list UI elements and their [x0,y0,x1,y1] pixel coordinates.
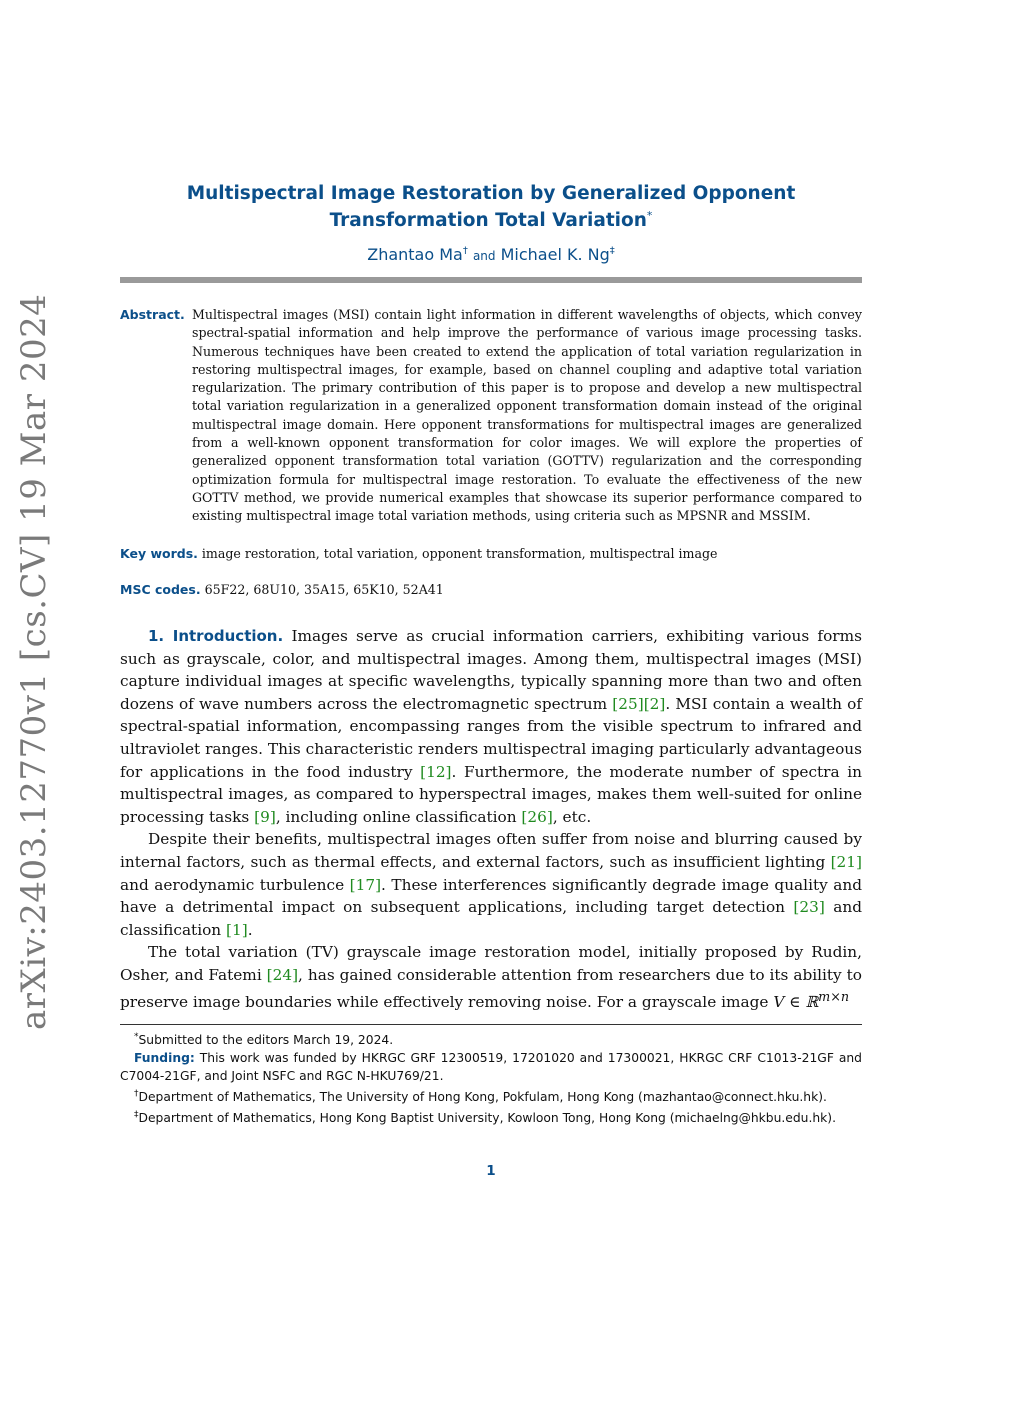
funding-note [120,1049,862,1085]
author-name: Zhantao Ma [367,245,463,264]
paragraph-text: and classification [120,898,862,939]
citation-link[interactable]: [2] [643,694,666,713]
author-conjunction: and [472,249,496,263]
keywords-label: Key words. [120,546,198,561]
introduction-section [120,625,862,1013]
title-footnote-mark: * [646,209,653,222]
citation-link[interactable]: [9] [254,807,276,826]
citation-link[interactable]: [26] [521,807,553,826]
funding-label: Funding: [134,1051,195,1066]
body-paragraph [120,828,862,941]
abstract [120,306,862,526]
footnote-text: Department of Mathematics, Hong Kong Baptist University, Kowloon Tong, Hong Kong (michaelng@hkbu.edu.hk). [138,1111,837,1126]
section-title: Introduction. [172,627,284,645]
keywords-text: image restoration, total variation, opponent transformation, multispectral image [201,546,718,561]
paragraph-text: . Furthermore, the moderate number of spectra in multispectral images, as compared to hyperspectral images, makes them well-suited for online processing tasks [120,762,862,826]
citation-link[interactable]: [12] [420,762,452,781]
body-paragraph [120,941,862,1013]
paragraph-text: , including online classification [275,807,522,826]
paragraph-text: and aerodynamic turbulence [120,875,350,894]
footnote [120,1106,862,1127]
abstract-label: Abstract. [120,307,185,322]
math-expression: V ∈ ℝ [773,992,819,1011]
citation-link[interactable]: [1] [226,920,248,939]
arxiv-identifier-stamp: arXiv:2403.12770v1 [cs.CV] 19 Mar 2024 [14,293,54,1030]
paragraph-text: . These interferences significantly degrade image quality and have a detrimental impact on subsequent applications, including target detection [120,875,862,917]
paragraph-text: , has gained considerable attention from researchers due to its ability to preserve image boundaries while effectively removing noise. For a grayscale image [120,965,862,1011]
author-name: Michael K. Ng [500,245,610,264]
paragraph-text: . [247,920,253,939]
title-text: Multispectral Image Restoration by Generalized Opponent Transformation Total Variation [186,183,796,232]
author-line [120,245,862,264]
footnotes [120,1028,862,1127]
citation-link[interactable]: [17] [349,875,382,894]
paragraph-text: Images serve as crucial information carriers, exhibiting various forms such as grayscale, color, and multispectral images. Among them, multispectral images (MSI) capture individual images at specific wavelengths, typically spanning more than two and often dozens of wave numbers across the electromagnetic spectrum [120,627,862,713]
footnote [120,1028,862,1049]
body-paragraph [120,625,862,828]
paragraph-text: . MSI contain a wealth of spectral-spatial information, encompassing ranges from the visible spectrum to infrared and ultraviolet ranges. This characteristic renders multispectral imaging particularly advantageous for applications in the food industry [120,694,862,781]
footnote-mark: † [134,1089,139,1100]
math-superscript: m×n [818,989,850,1005]
msc-text: 65F22, 68U10, 35A15, 65K10, 52A41 [204,582,444,597]
abstract-text: Multispectral images (MSI) contain light information in different wavelengths of objects, which convey spectral-spatial information and help improve the performance of various image processing tasks. Numerous techniques have been created to extend the application of total variation regularization in restoring multispectral images, for example, based on channel coupling and adaptive total variation regularization. The primary contribution of this paper is to propose and develop a new multispectral total variation regularization in a generalized opponent transformation domain instead of the original multispectral image domain. Here opponent transformations for multispectral images are generalized from a well-known opponent transformation for color images. We will explore the properties of generalized opponent transformation total variation (GOTTV) regularization and the corresponding optimization formula for multispectral image restoration. To evaluate the effectiveness of the new GOTTV method, we provide numerical examples that showcase its superior performance compared to existing multispectral image total variation methods, using criteria such as MPSNR and MSSIM. [192,307,862,524]
footnote-text: Submitted to the editors March 19, 2024. [138,1033,394,1048]
msc-codes [120,582,862,597]
keywords [120,546,862,561]
footnote [120,1085,862,1106]
author-footnote-mark: ‡ [609,245,615,257]
paragraph-text: , etc. [552,807,592,826]
footnote-text: Department of Mathematics, The University of Hong Kong, Pokfulam, Hong Kong (mazhantao@connect.hku.hk). [138,1090,827,1105]
paper-title [120,183,862,232]
title-divider [120,277,862,283]
paragraph-text: Despite their benefits, multispectral images often suffer from noise and blurring caused by internal factors, such as thermal effects, and external factors, such as insufficient lighting [120,830,862,871]
section-number: 1. [148,627,165,645]
paragraph-text: The total variation (TV) grayscale image restoration model, initially proposed by Rudin, Osher, and Fatemi [120,943,862,984]
citation-link[interactable]: [24] [266,965,299,984]
citation-link[interactable]: [23] [793,898,825,917]
msc-label: MSC codes. [120,582,201,597]
author-footnote-mark: † [462,245,468,257]
citation-link[interactable]: [25] [612,694,644,713]
footnote-mark: * [134,1032,139,1042]
page-number: 1 [486,1163,496,1179]
footnote-mark: ‡ [134,1110,139,1121]
funding-text: This work was funded by HKRGC GRF 12300519, 17201020 and 17300021, HKRGC CRF C1013-21GF and C7004-21GF, and Joint NSFC and RGC N-HKU769/21. [120,1051,862,1084]
section-heading [148,627,283,645]
citation-link[interactable]: [21] [830,852,862,871]
footnote-divider [120,1024,862,1025]
